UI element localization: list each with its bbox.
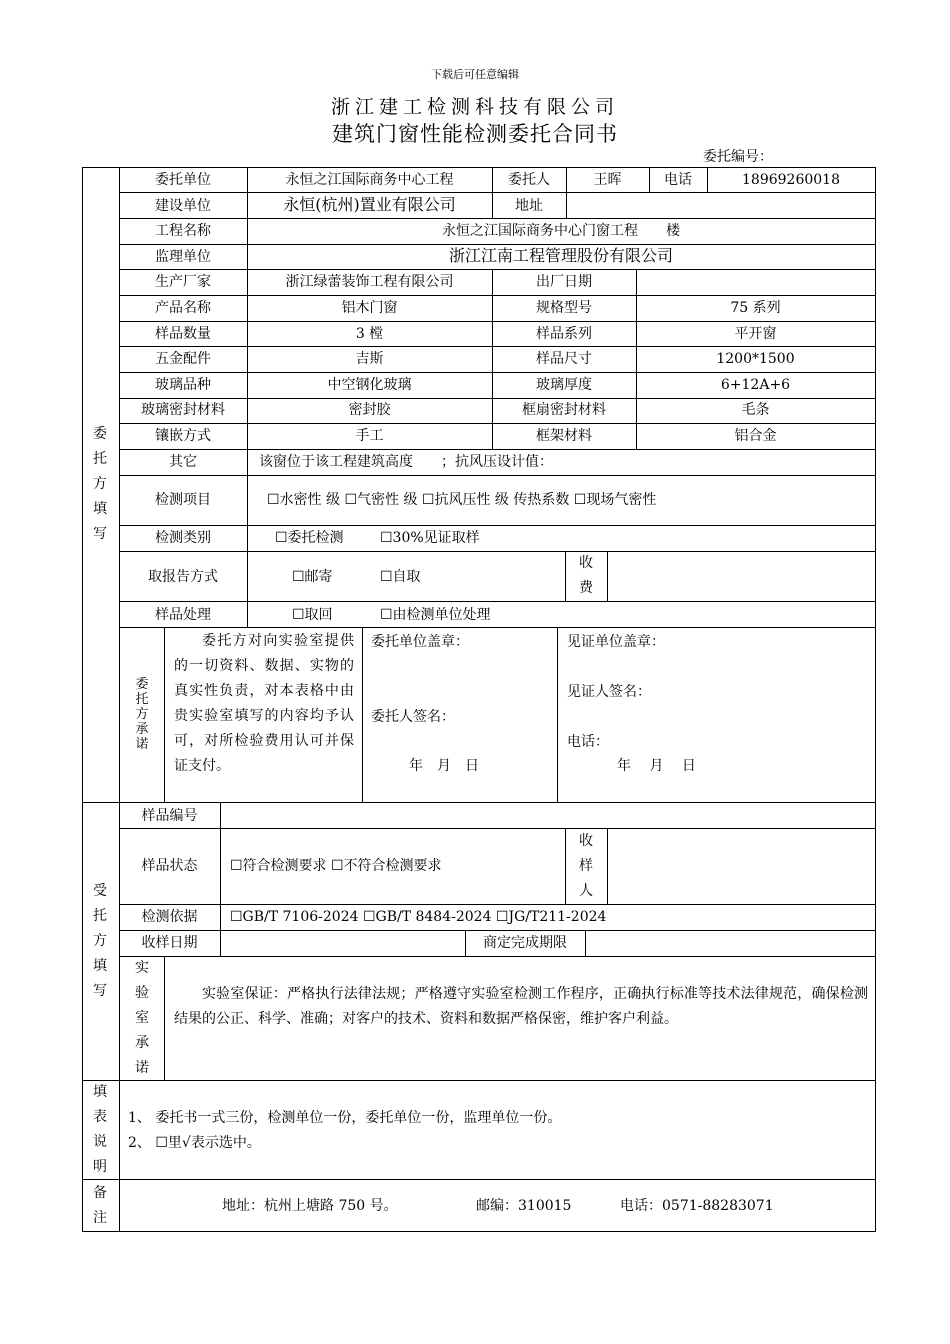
project-label: 工程名称 — [155, 223, 211, 239]
hardware-value: 吉斯 — [355, 351, 384, 367]
factory-date-label: 出厂日期 — [536, 274, 592, 290]
builder-value: 永恒(杭州)置业有限公司 — [283, 195, 456, 214]
frame-material-value: 铝合金 — [734, 428, 777, 444]
client-person-value: 王晖 — [593, 172, 622, 188]
other-label: 其它 — [169, 454, 197, 470]
hardware-label: 五金配件 — [155, 351, 211, 367]
lab-promise-label: 实验室承诺 — [135, 960, 149, 1076]
instruction-line-2: 2、 ☐里√表示选中。 — [128, 1135, 261, 1151]
manufacturer-value: 浙江绿蕾装饰工程有限公司 — [285, 274, 454, 290]
glass-type-label: 玻璃品种 — [155, 377, 211, 393]
client-stamp-label: 委托单位盖章： — [371, 634, 469, 650]
sample-return-checkbox[interactable]: ☐取回 — [292, 607, 333, 623]
frame-material-label: 框架材料 — [536, 428, 592, 444]
client-signature-label: 委托人签名： — [371, 709, 455, 725]
client-date-label: 年 月 日 — [409, 758, 479, 774]
frame-seal-label: 框扇密封材料 — [522, 402, 606, 418]
client-promise-text: 委托方对向实验室提供的一切资料、数据、实物的真实性负责，对本表格中由贵实验室填写的内容均予认可，对所检验费用认可并保证支付。 — [174, 633, 354, 774]
witness-phone-label: 电话： — [567, 734, 609, 750]
series-label: 样品系列 — [536, 326, 592, 342]
receiver-label: 收样人 — [579, 833, 593, 899]
category-entrusted-checkbox[interactable]: ☐委托检测 — [275, 530, 344, 546]
instructions-label: 填表说明 — [93, 1084, 107, 1175]
top-note: 下载后可任意编辑 — [431, 68, 519, 81]
product-value: 铝木门窗 — [341, 300, 398, 316]
test-category-label: 检测类别 — [155, 530, 211, 546]
series-value: 平开窗 — [734, 326, 777, 342]
witness-stamp-label: 见证单位盖章： — [567, 634, 665, 650]
lab-promise-text: 实验室保证：严格执行法律法规；严格遵守实验室检测工作程序，正确执行标准等技术法律规范，确保检测结果的公正、科学、准确；对客户的技术、资料和数据严格保密，维护客户利益。 — [174, 986, 868, 1027]
client-person-label: 委托人 — [508, 172, 550, 188]
report-mail-checkbox[interactable]: ☐邮寄 — [292, 569, 333, 585]
size-value: 1200*1500 — [716, 351, 795, 367]
inlay-label: 镶嵌方式 — [155, 428, 211, 444]
phone-label: 电话 — [664, 172, 692, 188]
remarks-label: 备注 — [93, 1185, 107, 1226]
product-label: 产品名称 — [155, 300, 211, 316]
company-name: 浙江建工检测科技有限公司 — [330, 96, 619, 118]
spec-label: 规格型号 — [536, 300, 592, 316]
contract-form-table — [82, 167, 876, 1232]
quantity-value: 3 樘 — [355, 326, 384, 342]
contract-number-label: 委托编号： — [703, 149, 773, 165]
sample-handling-label: 样品处理 — [155, 607, 211, 623]
witness-signature-label: 见证人签名： — [567, 684, 651, 700]
test-items-label: 检测项目 — [155, 492, 211, 508]
phone-value: 18969260018 — [742, 172, 840, 188]
fee-label: 收费 — [579, 555, 593, 596]
glass-thickness-value: 6+12A+6 — [720, 377, 791, 393]
supervisor-label: 监理单位 — [155, 249, 211, 265]
remarks-address: 地址：杭州上塘路 750 号。 — [222, 1198, 398, 1214]
sample-number-label: 样品编号 — [141, 808, 198, 824]
category-witness-checkbox[interactable]: ☐30%见证取样 — [380, 530, 480, 546]
manufacturer-label: 生产厂家 — [155, 274, 211, 290]
glass-seal-label: 玻璃密封材料 — [141, 402, 225, 418]
client-unit-label: 委托单位 — [155, 172, 211, 188]
witness-date-label: 年 月 日 — [617, 758, 696, 774]
client-promise-label: 委托方承诺 — [135, 677, 149, 752]
client-unit-value: 永恒之江国际商务中心工程 — [285, 172, 454, 188]
document-title: 建筑门窗性能检测委托合同书 — [332, 122, 618, 146]
project-value: 永恒之江国际商务中心门窗工程 楼 — [442, 223, 680, 239]
report-method-label: 取报告方式 — [148, 569, 218, 585]
builder-label: 建设单位 — [155, 198, 211, 214]
spec-value: 75 系列 — [730, 300, 781, 316]
remarks-phone: 电话：0571-88283071 — [620, 1198, 774, 1214]
receiver-side-label: 受托方填写 — [93, 883, 107, 999]
report-pickup-checkbox[interactable]: ☐自取 — [380, 569, 421, 585]
client-side-label: 委托方填写 — [93, 426, 107, 542]
remarks-postcode: 邮编：310015 — [476, 1198, 572, 1214]
inlay-value: 手工 — [355, 428, 384, 444]
frame-seal-value: 毛条 — [741, 402, 770, 418]
instruction-line-1: 1、 委托书一式三份，检测单位一份，委托单位一份，监理单位一份。 — [128, 1110, 562, 1126]
other-value[interactable]: 该窗位于该工程建筑高度 ；抗风压设计值： — [259, 454, 553, 470]
sample-state-options[interactable]: ☐符合检测要求 ☐不符合检测要求 — [230, 858, 442, 874]
glass-type-value: 中空钢化玻璃 — [327, 377, 412, 393]
glass-thickness-label: 玻璃厚度 — [536, 377, 592, 393]
supervisor-value: 浙江江南工程管理股份有限公司 — [448, 246, 673, 265]
size-label: 样品尺寸 — [536, 351, 592, 367]
test-basis-options[interactable]: ☐GB/T 7106-2024 ☐GB/T 8484-2024 ☐JG/T211-2024 — [230, 909, 607, 925]
address-label: 地址 — [515, 198, 543, 214]
test-basis-label: 检测依据 — [141, 909, 198, 925]
receive-date-label: 收样日期 — [141, 935, 198, 951]
test-items-options[interactable]: ☐水密性 级 ☐气密性 级 ☐抗风压性 级 传热系数 ☐现场气密性 — [267, 492, 657, 508]
sample-state-label: 样品状态 — [141, 858, 198, 874]
sample-lab-handle-checkbox[interactable]: ☐由检测单位处理 — [380, 607, 491, 623]
glass-seal-value: 密封胶 — [348, 402, 391, 418]
deadline-label: 商定完成期限 — [483, 935, 567, 951]
quantity-label: 样品数量 — [155, 326, 211, 342]
